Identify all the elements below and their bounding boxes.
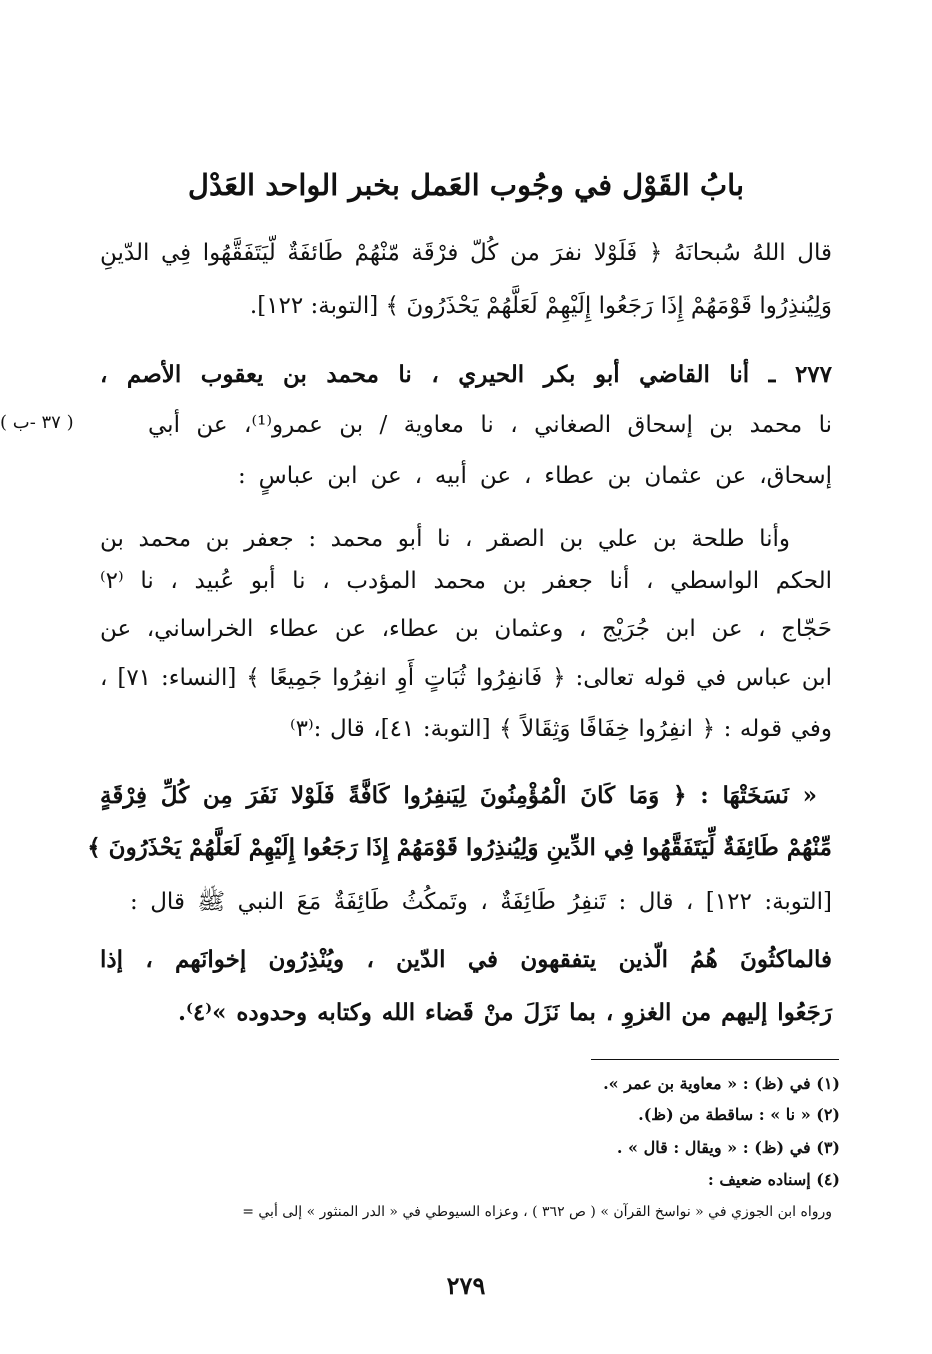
talha-line-1: وأنا طلحة بن علي بن الصقر ، نا أبو محمد : جعفر بن محمد بن <box>100 526 790 552</box>
naskh-line-1: « نَسَخَتْهَا : ﴿ وَمَا كَانَ الْمُؤْمِنُونَ لِيَنفِرُوا كَافَّةً فَلَوْلا نَفَرَ مِن كُلِّ فِرْقَةٍ <box>100 782 817 809</box>
chapter-title: بابُ القَوْل في وجُوب العَمل بخبر الواحد العَدْل <box>187 168 745 202</box>
naskh-line-2: مِّنْهُمْ طَائِفَةٌ لِّيَتَفَقَّهُوا فِي الدِّينِ وَلِيُنذِرُوا قَوْمَهُمْ إِذَا رَجَعُوا إِلَيْهِمْ لَعَلَّهُمْ يَحْذَرُونَ ﴾ <box>87 834 832 861</box>
footnote-separator <box>591 1059 839 1060</box>
footnote-2: (٢) « نا » : ساقطة من (ظ). <box>638 1105 840 1124</box>
hadith-277-line-2: نا محمد بن إسحاق الصغاني ، نا معاوية / بن عمرو⁽¹⁾، عن أبي <box>148 412 832 438</box>
intro-line-2: وَلِيُنذِرُوا قَوْمَهُمْ إِذَا رَجَعُوا إِلَيْهِمْ لَعَلَّهُمْ يَحْذَرُونَ ﴾ [التوبة: ١٢٢]. <box>249 293 832 319</box>
talha-line-3: حَجّاج ، عن ابن جُرَيْج ، وعثمان بن عطاء، عن عطاء الخراساني، عن <box>100 616 832 642</box>
hadith-277-line-3: إسحاق، عن عثمان بن عطاء ، عن أبيه ، عن ابن عباسٍ : <box>238 463 832 489</box>
talha-line-2: الحكم الواسطي ، أنا جعفر بن محمد المؤدب ، نا أبو عُبيد ، نا ⁽٢⁾ <box>100 568 832 594</box>
naskh-line-3: [التوبة: ١٢٢] ، قال : تَنفِرُ طَائِفَةٌ ، وتَمكُثُ طَائِفَةٌ مَعَ النبي ﷺ قال : <box>130 889 832 915</box>
page-number: ٢٧٩ <box>446 1271 486 1300</box>
footnote-3: (٣) في (ظ) : « ويقال : قال » . <box>616 1138 840 1157</box>
closing-line-2: رَجَعُوا إليهم من الغزوِ ، بما نَزَلَ منْ قَضاء الله وكتابه وحدوده »⁽٤⁾. <box>178 999 832 1026</box>
footnote-4-continuation: ورواه ابن الجوزي في « نواسخ القرآن » ( ص ٣٦٢ ) ، وعزاه السيوطي في « الدر المنثور » إلى أبي = <box>242 1204 832 1220</box>
intro-line-1: قال اللهُ سُبحانَهُ ﴿ فَلَوْلا نفرَ من كُلّ فرْقَة مّنْهُمْ طَائفَةٌ لّيَتَفَقَّهُوا فِي الدّينِ <box>100 240 832 266</box>
hadith-277-line-1: ٢٧٧ ـ أنا القاضي أبو بكر الحيري ، نا محمد بن يعقوب الأصم ، <box>100 361 832 388</box>
margin-folio-note: ( ٣٧ -ب ) <box>0 412 74 433</box>
footnote-4: (٤) إسناده ضعيف : <box>707 1170 840 1189</box>
closing-line-1: فالماكثُونَ هُمُ الّذين يتفقهون في الدّين ، ويُنْذِرُون إخوانَهم ، إذا <box>100 946 832 973</box>
talha-line-5: وفي قوله : ﴿ انفِرُوا خِفَافًا وَثِقَالاً ﴾ [التوبة: ٤١]، قال :⁽٣⁾ <box>290 716 832 742</box>
footnote-1: (١) في (ظ) : « معاوية بن عمر ». <box>603 1074 840 1093</box>
talha-line-4: ابن عباس في قوله تعالى: ﴿ فَانفِرُوا ثُبَاتٍ أَوِ انفِرُوا جَمِيعًا ﴾ [النساء: ٧١] ، <box>100 665 832 691</box>
